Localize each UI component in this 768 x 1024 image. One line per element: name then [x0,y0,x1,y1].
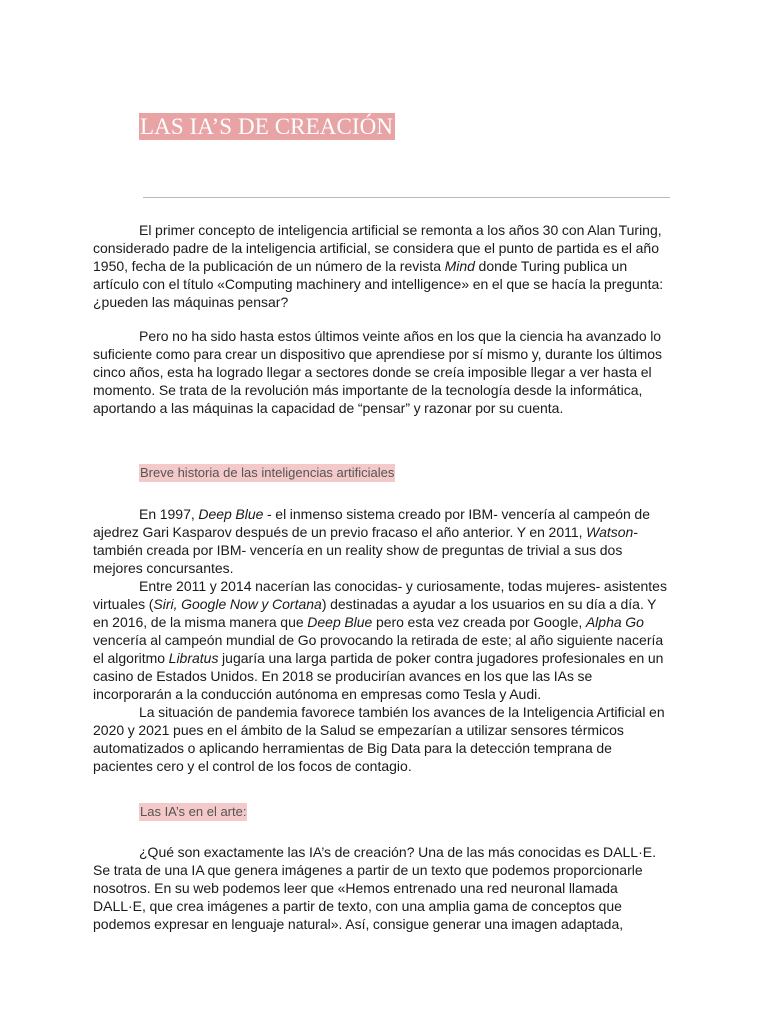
history-a3: - el inmenso sistema creado por IBM- vencería al campeón de ajedrez Gari Kasparov después de un previo fracaso el año anterior. Y en 2011, [93,506,650,540]
history-b3: ) destinadas a ayudar a los usuarios en su día a día. Y en 2016, de la misma manera que [93,596,657,630]
history-c1: La situación de pandemia favorece también los avances de la Inteligencia Artificial en 2020 y 2021 pues en el ámbito de la Salud se empezarían a utilizar sensores térmicos automatizados o aplicando herramientas de Big Data para la detección temprana de pacientes cero y el control de los focos de contagio. [93,704,665,774]
intro-p1-text: El primer concepto de inteligencia artificial se remonta a los años 30 con Alan Turing, considerado padre de la inteligencia artificial, se considera que el punto de partida es el año 1950, fecha de la publicación de un número de la revista [93,222,662,274]
history-b9: jugaría una larga partida de poker contra jugadores profesionales en un casino de Estados Unidos. En 2018 se producirían avances en los que las IAs se incorporarán a la conducción autónoma en empresas como Tesla y Audi. [93,650,664,702]
history-b5: pero esta vez creada por Google, [372,614,586,630]
section-heading-art: Las IA’s en el arte: [140,804,247,819]
horizontal-divider [143,197,670,198]
history-b8: Libratus [168,650,219,666]
history-b1: Entre 2011 y 2014 nacerían las conocidas- y curiosamente, todas mujeres- asistentes virtuales ( [93,578,667,612]
intro-paragraph-2 [93,327,673,417]
intro-p1-italic: Mind [444,258,475,274]
intro-p1-rest: donde Turing publica un artículo con el título «Computing machinery and intelligence» en el que se hacía la pregunta: ¿pueden las máquinas pensar? [93,258,664,310]
history-b7: vencería al campeón mundial de Go provocando la retirada de este; al año siguiente nacería el algoritmo [93,632,664,666]
history-a2: Deep Blue [198,506,264,522]
section-heading-history: Breve historia de las inteligencias artificiales [140,465,395,480]
document-title: LAS IA’S DE CREACIÓN [140,114,394,139]
art-paragraph [93,843,673,933]
history-paragraph [93,505,673,775]
history-a1: En 1997, [139,506,199,522]
art-p1-text: ¿Qué son exactamente las IA’s de creación? Una de las más conocidas es DALL·E. Se trata de una IA que genera imágenes a partir de un texto que podemos proporcionarle nosotros. En su web podemos leer que «Hemos entrenado una red neuronal llamada DALL·E, que crea imágenes a partir de texto, con una amplia gama de conceptos que podemos expresar en lenguaje natural». Así, consigue generar una imagen adaptada, [93,844,656,932]
history-a4: Watson [586,524,634,540]
history-b4: Deep Blue [307,614,373,630]
history-b2: Siri, Google Now y Cortana [153,596,322,612]
history-b6: Alpha Go [585,614,644,630]
intro-p2-text: Pero no ha sido hasta estos últimos veinte años en los que la ciencia ha avanzado lo suficiente como para crear un dispositivo que aprendiese por sí mismo y, durante los últimos cinco años, esta ha logrado llegar a sectores donde se creía imposible llegar a ver hasta el momento. Se trata de la revolución más importante de la tecnología desde la informática, aportando a las máquinas la capacidad de “pensar” y razonar por su cuenta. [93,328,663,416]
intro-paragraph-1 [93,221,673,311]
history-a5: - también creada por IBM- vencería en un reality show de preguntas de trivial a sus dos mejores concursantes. [93,524,639,576]
